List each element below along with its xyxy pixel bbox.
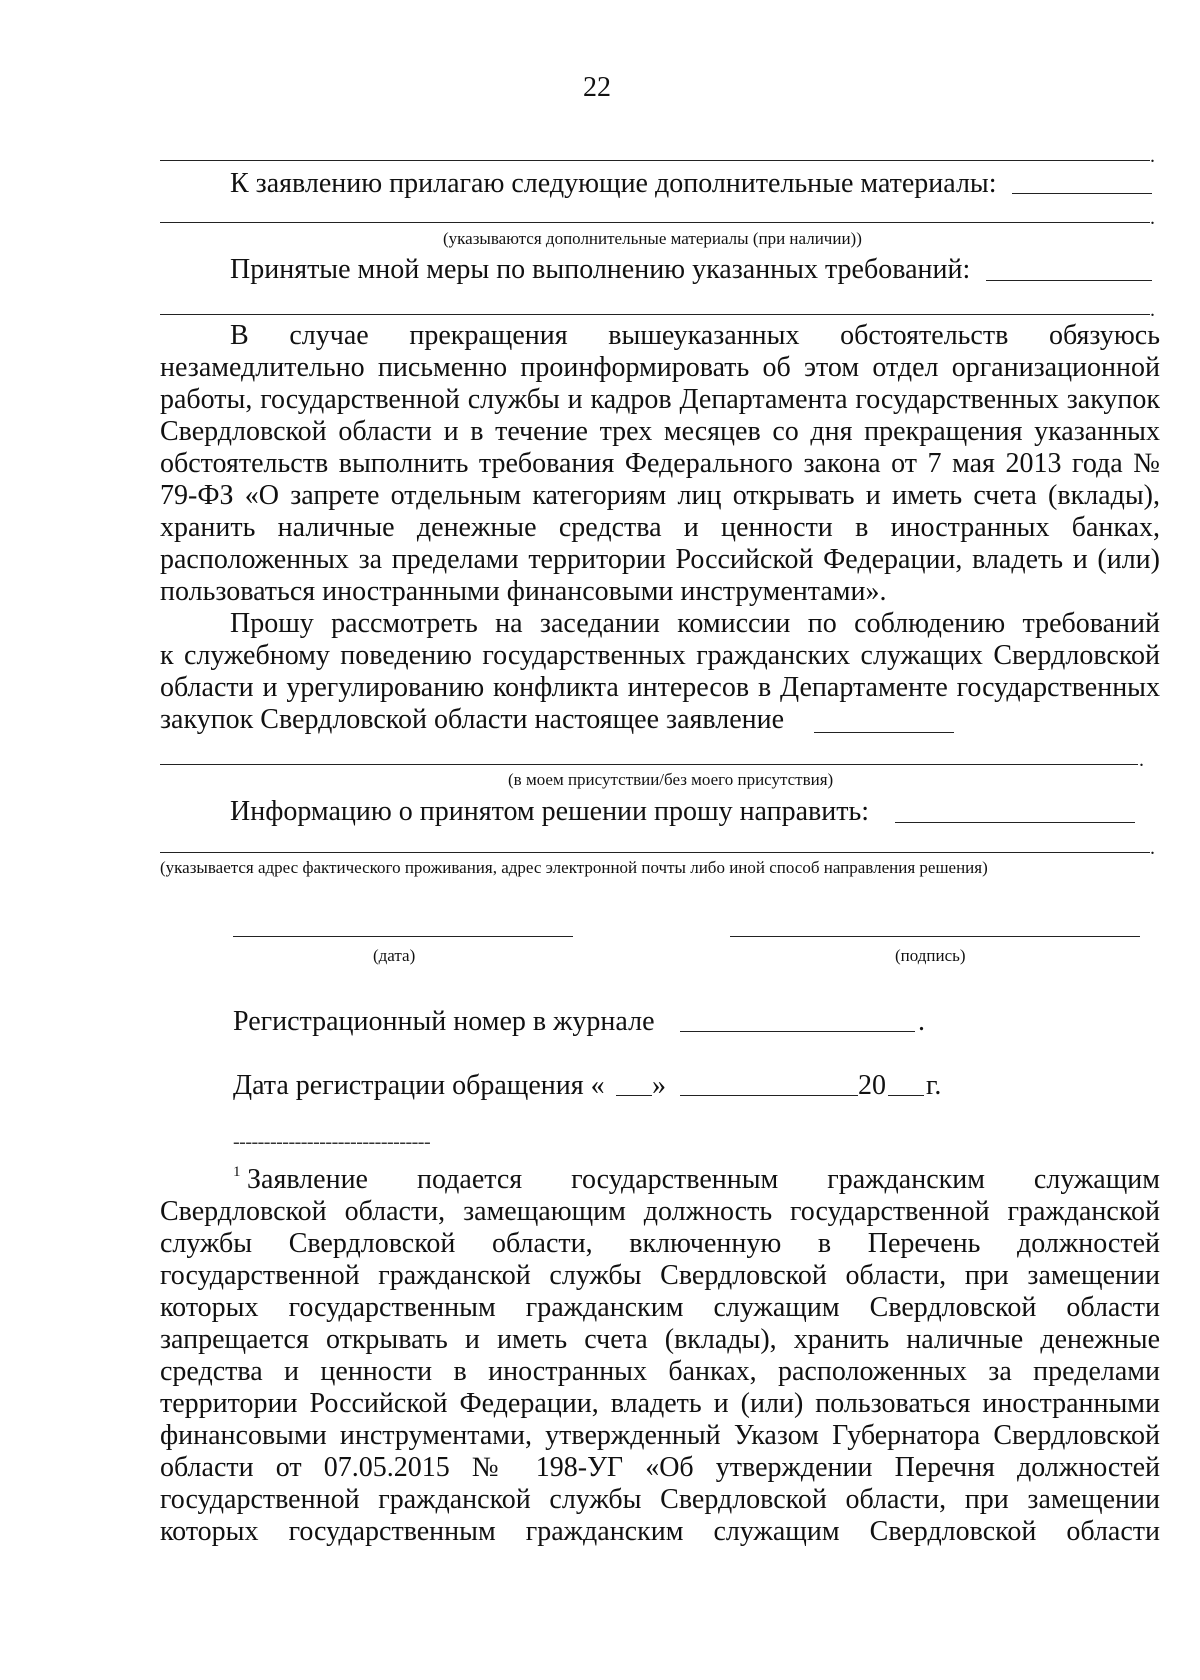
line-end-dot: . [1150,299,1155,321]
footnote-line: средства и ценности в иностранных банках, расположенных за пределами [160,1356,1160,1387]
measures-field-line2[interactable] [160,314,1150,315]
obligation-line: обстоятельств выполнить требования Федерального закона от 7 мая 2013 года № [160,448,1160,479]
line-end-dot: . [1150,837,1155,859]
footnote-line: государственной гражданской службы Свердловской области, при замещении [160,1484,1160,1515]
obligation-line: хранить наличные денежные средства и ценности в иностранных банках, [160,512,1160,543]
signature-caption: (подпись) [895,946,966,965]
footnote-line: территории Российской Федерации, владеть и (или) пользоваться иностранными [160,1388,1160,1419]
line-end-dot: . [1150,145,1155,167]
presence-hint: (в моем присутствии/без моего присутствия) [508,770,834,789]
registration-number-field[interactable] [680,1031,915,1032]
obligation-line: работы, государственной службы и кадров Департамента государственных закупок [160,384,1160,415]
obligation-line: Свердловской области и в течение трех месяцев со дня прекращения указанных [160,416,1160,447]
info-label: Информацию о принятом решении прошу направить: [230,796,870,827]
line-end-dot: . [1139,749,1144,771]
request-line: Прошу рассмотреть на заседании комиссии по соблюдению требований [230,608,1160,639]
footnote-line: Свердловской области, замещающим должность государственной гражданской [160,1196,1160,1227]
registration-year-field[interactable] [888,1095,924,1096]
info-field[interactable] [895,822,1135,823]
request-line: к служебному поведению государственных гражданских служащих Свердловской [160,640,1160,671]
line-end-dot: . [918,1006,925,1037]
date-caption: (дата) [373,946,416,965]
presence-field[interactable] [814,732,954,733]
registration-month-field[interactable] [680,1095,858,1096]
attachments-field-line2[interactable] [160,222,1150,223]
presence-field-line2[interactable] [160,764,1138,765]
date-field[interactable] [233,936,573,937]
page-number: 22 [583,72,611,103]
obligation-line: незамедлительно письменно проинформировать об этом отдел организационной [160,352,1160,383]
obligation-line: 79-ФЗ «О запрете отдельным категориям лиц открывать и иметь счета (вклады), [160,480,1160,511]
obligation-line: пользоваться иностранными финансовыми инструментами». [160,576,887,607]
obligation-line: В случае прекращения вышеуказанных обстоятельств обязуюсь [230,320,1160,351]
footnote-line: финансовыми инструментами, утвержденный Указом Губернатора Свердловской [160,1420,1160,1451]
registration-year-prefix: 20 [858,1070,886,1101]
footnote-line: государственной гражданской службы Свердловской области, при замещении [160,1260,1160,1291]
footnote-line: Заявление подается государственным гражданским служащим [247,1164,1160,1195]
request-line: закупок Свердловской области настоящее заявление [160,704,785,735]
info-field-line2[interactable] [160,852,1150,853]
registration-year-suffix: г. [926,1070,942,1101]
footnote-line: службы Свердловской области, включенную в Перечень должностей [160,1228,1160,1259]
registration-day-field[interactable] [616,1095,652,1096]
footnote-line: которых государственным гражданским служащим Свердловской области [160,1292,1160,1323]
footnote-line: области от 07.05.2015 № 198-УГ «Об утверждении Перечня должностей [160,1452,1160,1483]
footnote-separator: -------------------------------- [233,1131,431,1153]
line-end-dot: . [1150,207,1155,229]
footnote-line: запрещается открывать и иметь счета (вклады), хранить наличные денежные [160,1324,1160,1355]
measures-label: Принятые мной меры по выполнению указанных требований: [230,254,971,285]
footnote-line: которых государственным гражданским служащим Свердловской области [160,1516,1160,1547]
footnote-mark: 1 [233,1164,241,1180]
attachments-label: К заявлению прилагаю следующие дополнительные материалы: [230,168,997,199]
attachments-field[interactable] [1012,193,1152,194]
blank-line [160,160,1150,161]
request-line: области и урегулированию конфликта интересов в Департаменте государственных [160,672,1160,703]
registration-date-label: Дата регистрации обращения « [233,1070,605,1101]
signature-field[interactable] [730,936,1140,937]
registration-number-label: Регистрационный номер в журнале [233,1006,655,1037]
address-hint: (указывается адрес фактического проживания, адрес электронной почты либо иной способ направления решения) [160,858,988,877]
registration-date-close: » [652,1070,666,1101]
measures-field[interactable] [986,280,1152,281]
obligation-line: расположенных за пределами территории Российской Федерации, владеть и (или) [160,544,1160,575]
attachments-hint: (указываются дополнительные материалы (при наличии)) [443,229,862,248]
